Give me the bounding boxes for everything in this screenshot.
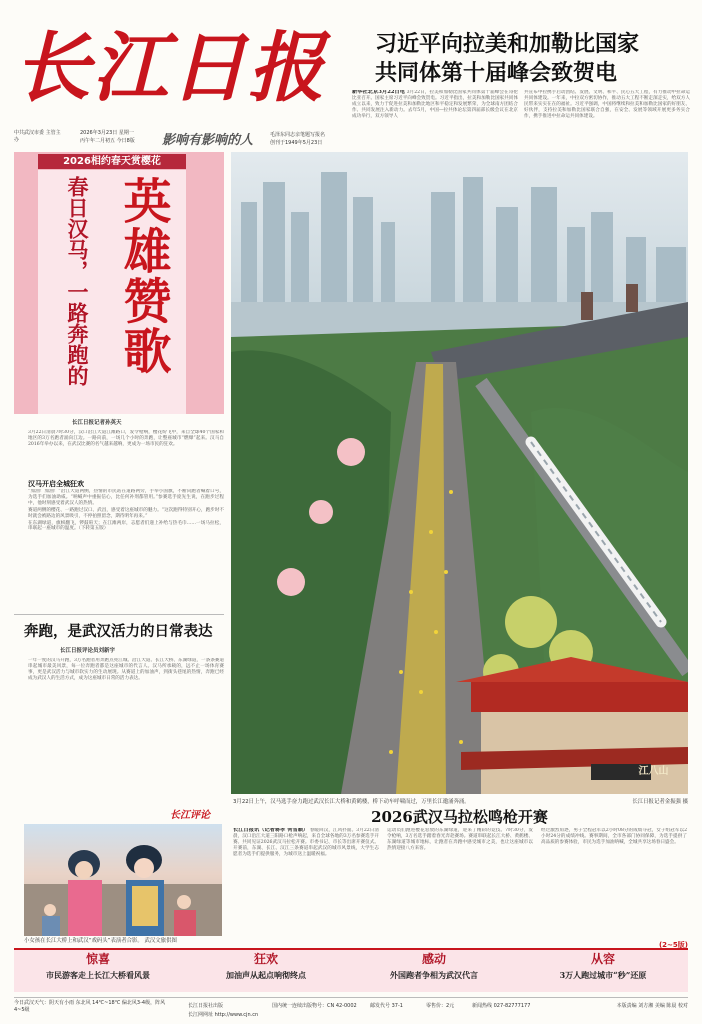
main-photo-credit: 长江日报记者金振强 摄 xyxy=(632,799,688,805)
top-story-col1 xyxy=(352,90,518,158)
footer-weather: 今日武汉天气：阴天有小雨 东北风 14℃~18℃ 偏北风3-4级，阵风4~5级 xyxy=(14,1000,166,1013)
ribbon-item-2[interactable] xyxy=(182,950,350,992)
ribbon-item-text: 外国跑者争相为武汉代言 xyxy=(390,970,478,980)
article2-body: 一年一度的汉马开跑，3万名跑者用奔跑点亮江城。沿江大道、长江大桥、东湖绿道，一条条赛道串起城市最美风景，每一位奔跑者都是这座城市的代言人。汉马所承载的，远不止一场体育赛事，更是武汉活力与城市软实力的生动展现。从赛道上的加油声，到街头巷尾的热情，奔跑已经成为武汉人的生活方式，成为这座城市日常的活力表达。 xyxy=(28,658,224,681)
article3-col2: 运动员们跑进樱花怒放的东湖绿道，迎来了精彩的竞技。7时30分，发令枪响，3万名选手踏着春光奔赴赛场。赛道串联起长江大桥、黄鹤楼、东湖绿道等城市地标，让跑者在奔跑中感受城市之美，也让这座城市以热情迎接八方来客。 xyxy=(387,828,533,851)
ribbon-item-3[interactable] xyxy=(350,950,518,992)
footer-post: 邮发代号 37-1 xyxy=(370,1003,403,1009)
footer-site1: 长江日报社出版 xyxy=(188,1003,224,1009)
ribbon-page-ref: (2~5版) xyxy=(658,941,688,949)
top-story-headline-line1[interactable]: 习近平向拉美和加勒比国家 xyxy=(375,31,640,57)
masthead-info-lunar: 丙午年二月初五 今日8版 xyxy=(80,138,135,144)
article3-title[interactable]: 2026武汉马拉松鸣枪开赛 xyxy=(371,808,548,826)
ribbon-item-text: 3万人跑过城市“秒”还原 xyxy=(559,970,647,980)
feature-body-p2: 赛道两侧的樱花、一路跑过汉口、武昌，感受着这座城市的魅力。“这次跑得特别开心，跑步时不时就会被路边的风景吸引，不停拍照留念，期待明年再来。” xyxy=(28,507,224,519)
footer-editor: 本版责编 刘方湘 美编 陈晨 校对 xyxy=(616,1003,688,1009)
divider xyxy=(14,614,224,615)
opera-photo-art xyxy=(24,824,222,936)
top-story-headline-line2[interactable]: 共同体第十届峰会致贺电 xyxy=(375,60,618,86)
ribbon-item-text: 市民游客走上长江大桥看风景 xyxy=(46,970,150,980)
top-story-byline: 新华社北京3月22日电 xyxy=(352,90,406,95)
opera-photo xyxy=(24,824,222,936)
article3-col3: 经过激烈角逐，男子全程冠军以2小时08分的成绩夺冠，女子组冠军以2小时24分的成绩冲线。赛事期间，全市各部门协同保障，为选手提供了高品质的参赛体验，市民为选手加油呐喊，全城共享这场春日盛会。 xyxy=(541,828,687,845)
footer-cn: 国内统一连续出版物号：CN 42-0002 xyxy=(272,1003,357,1009)
top-story-col1-text: 3月22日，拉美和加勒比国家共同体第十届峰会在哥伦比亚召开。国家主席习近平向峰会致贺电。习近平指出，拉美和加勒比国家共同体成立以来，致力于促进拉美和加勒比地区和平稳定和发展繁荣，为全球南方团结合作、共同发展注入新动力。去年5月，中国—拉共体论坛第四届部长级会议在北京成功举行，双方领导人 xyxy=(352,90,518,119)
ribbon-item-heading: 感动 xyxy=(421,952,446,966)
masthead-logo: 长江日报 xyxy=(14,23,326,112)
article3-col1 xyxy=(233,828,379,940)
footer-tel: 新闻热线 027-82777177 xyxy=(472,1003,531,1009)
feature-intro: 3月22日清晨7时30分，汉口沿江大道江滩路口，发令枪响，樱花纷飞中，来自全球40个国家和地区的3万名跑者涌向江边。一路向前，一场几个小时的奔跑，让整座城市“燃爆”起来。汉马自2016年举办以来，在武汉比赛的名气越来越响，更成为一场市民的狂欢。 xyxy=(28,430,224,447)
ribbon-item-1[interactable] xyxy=(14,950,182,992)
article3-byline: 长江日报讯（记者蒋孝 何雪颖） xyxy=(233,828,309,833)
main-photo-caption: 3月22日上午，汉马选手奋力跑过武汉长江大桥和黄鹤楼，桥下动车呼啸而过，万里长江邀涌奔涌。 xyxy=(233,799,470,805)
masthead-info-right2: 创刊于1949年5月23日 xyxy=(270,140,323,146)
masthead-info-left: 中共武汉市委 主管主办 xyxy=(14,130,61,143)
article2-title[interactable]: 奔跑，是武汉活力的日常表达 xyxy=(24,623,213,640)
footer-rule xyxy=(14,997,688,998)
feature-body-p3: 在东湖绿道，旗帜翻飞，锣鼓喧天；在江滩两岸，志愿者们递上补给与热毛巾……一场马拉松，串联起一座城市的温度。（下转第五版） xyxy=(28,520,224,532)
main-photo-gate-sign: 江八山 xyxy=(638,766,669,777)
feature-body-p1: “加油！加油！”沿江大道两侧，热情的市民站在道路两旁，手举小国旗，不断向跑者喊着口号，为选手们加油助威。“呐喊声中重振信心，比任何补剂都管用。”参赛选手庞先生说，在跑步过程中，他时刻感受着武汉人的热情。 xyxy=(28,489,224,506)
main-photo-art xyxy=(231,152,688,794)
ribbon-item-heading: 从容 xyxy=(590,952,615,966)
feature-sub-heading: 汉马开启全城狂欢 xyxy=(28,480,84,488)
opera-photo-caption: 小女孩在长江大桥上和武汉“戏码头”表演者合影。 武汉文旅供图 xyxy=(24,938,177,944)
footer-price: 零售价：2元 xyxy=(426,1003,455,1009)
main-photo xyxy=(231,152,688,794)
masthead-info-date: 2026年3月23日 星期一 xyxy=(80,130,134,136)
masthead-info-right1: 毛泽东同志亲笔题写报名 xyxy=(270,132,326,138)
feature-byline: 长江日报记者孙英天 xyxy=(72,420,122,426)
feature-body xyxy=(28,489,224,611)
ribbon-item-heading: 狂欢 xyxy=(253,952,278,966)
article2-byline: 长江日报评论员刘新宇 xyxy=(60,648,116,654)
footer-site2[interactable]: 长江网网址 http://www.cjn.cn xyxy=(188,1012,259,1018)
ribbon-item-heading: 惊喜 xyxy=(85,952,110,966)
feature-section-tag: 2026相约春天赏樱花 xyxy=(38,154,186,169)
ribbon-item-4[interactable] xyxy=(518,950,688,992)
ribbon-item-text: 加油声从起点响彻终点 xyxy=(226,970,306,980)
feature-title-big: 英雄赞歌 xyxy=(115,176,171,376)
article3-col1-text: 春暖回汉，江风扑面。3月22日清晨，汉口沿江大道三阳路口枪声响起，来自全球各地的3万名参赛选手开赛。共同见证2026武汉马拉松开赛。市委书记、市长等出席开赛仪式。开赛前，东湖、长江、汉江三条赛道串起武汉的城市风景线，大学生志愿者为选手们提供服务，为城市送上温暖祝福。 xyxy=(233,828,379,857)
masthead-slogan: 影响有影响的人 xyxy=(162,133,254,148)
top-story-col2: 共宣布中拉携手启动团结、发展、文明、和平、民心五大工程，有力推动中拉命运共同体建设。一年来，中拉双方密切协作，推动五大工程不断走深走实，给双方人民带来实实在在的福祉。习近平强调，中国将继续和拉美和加勒比国家的好朋友、好伙伴，支持拉美和加勒比国家联合自强，在安全、发展等领域开展更多务实合作，携手推进中拉命运共同体建设。 xyxy=(524,90,690,119)
feature-title-sub: 春日汉马，一路奔跑的 xyxy=(65,176,90,386)
article2-tag: 长江评论 xyxy=(170,810,210,821)
